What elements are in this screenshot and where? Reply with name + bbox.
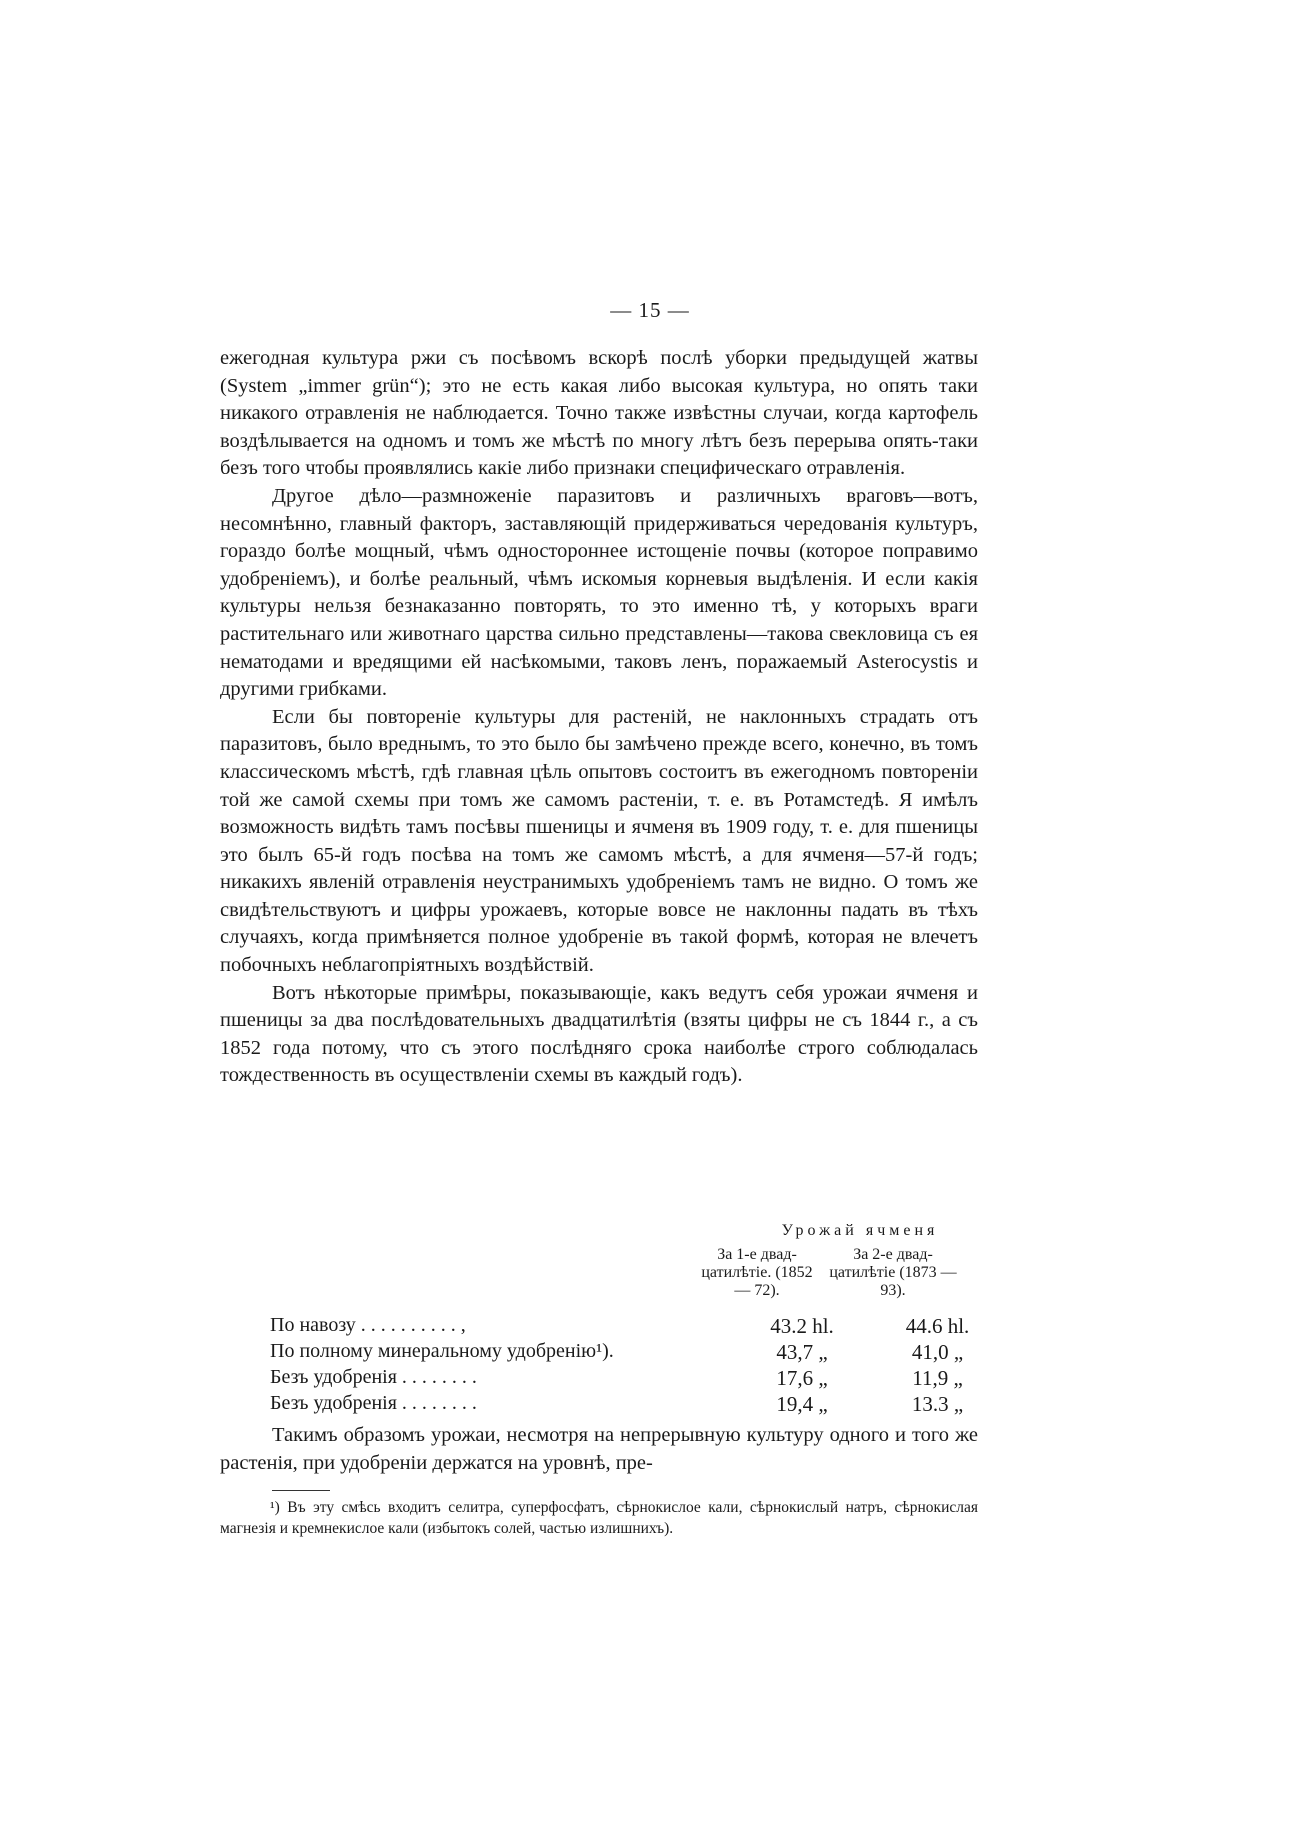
footnote — [220, 1497, 978, 1539]
closing-text — [220, 1422, 978, 1477]
row-label: Безъ удобренія . . . . . . . . — [270, 1366, 477, 1388]
table-col-header-1: За 1-е двад-цатилѣтіе. (1852 — 72). — [701, 1246, 813, 1299]
paragraph: Такимъ образомъ урожаи, несмотря на непрерывную культуру одного и того же растенія, при удобреніи держатся на уровнѣ, пре- — [220, 1424, 978, 1474]
footnote-text: ¹) Въ эту смѣсь входитъ селитра, суперфосфатъ, сѣрнокислое кали, сѣрнокислый натръ, сѣрнокислая магнезія и кремнекислое кали (избытокъ солей, частью излишнихъ). — [220, 1499, 978, 1537]
paragraph: Другое дѣло—размноженіе паразитовъ и различныхъ враговъ—вотъ, несомнѣнно, главный факторъ, заставляющій придерживаться чередованія культуръ, гораздо болѣе мощный, чѣмъ одностороннее истощеніе почвы (которое поправимо удобреніемъ), и болѣе реальный, чѣмъ искомыя корневыя выдѣленія. И если какія культуры нельзя безнаказанно повторять, то это именно тѣ, у которыхъ враги растительнаго или животнаго царства сильно представлены—такова свекловица съ ея нематодами и вредящими ей насѣкомыми, таковъ ленъ, поражаемый Asterocystis и другими грибками. — [220, 484, 978, 701]
row-value-2: 11,9 „ — [912, 1366, 963, 1390]
row-label: Безъ удобренія . . . . . . . . — [270, 1392, 477, 1414]
table-row — [270, 1392, 978, 1420]
row-value-1: 19,4 „ — [776, 1392, 828, 1416]
table-row — [270, 1314, 978, 1342]
row-label: По полному минеральному удобренію¹). — [270, 1340, 614, 1362]
row-value-2: 44.6 hl. — [905, 1314, 970, 1338]
table-group-header: Урожай ячменя — [781, 1222, 939, 1239]
paragraph: Если бы повтореніе культуры для растеній, не наклонныхъ страдать отъ паразитовъ, было вреднымъ, то это было бы замѣчено прежде всего, конечно, въ томъ классическомъ мѣстѣ, гдѣ главная цѣль опытовъ состоитъ въ ежегодномъ повтореніи той же самой схемы при томъ же самомъ растеніи, т. е. въ Ротамстедѣ. Я имѣлъ возможность видѣть тамъ посѣвы пшеницы и ячменя въ 1909 году, т. е. для пшеницы это былъ 65-й годъ посѣва на томъ же самомъ мѣстѣ, а для ячменя—57-й годъ; никакихъ явленій отравленія неустранимыхъ удобреніемъ тамъ не видно. О томъ же свидѣтельствуютъ и цифры урожаевъ, которые вовсе не наклонны падать въ тѣхъ случаяхъ, когда примѣняется полное удобреніе въ такой формѣ, которая не влечетъ побочныхъ неблагопріятныхъ воздѣйствій. — [220, 705, 978, 977]
table-row — [270, 1340, 978, 1368]
row-value-1: 43.2 hl. — [770, 1314, 834, 1338]
table-col-header-2: За 2-е двад-цатилѣтіе (1873 — 93). — [829, 1246, 957, 1299]
paragraph: ежегодная культура ржи съ посѣвомъ вскорѣ послѣ уборки предыдущей жатвы (System „immer grün“); это не есть какая либо высокая культура, но опять таки никакого отравленія не наблюдается. Точно также извѣстны случаи, когда картофель воздѣлывается на одномъ и томъ же мѣстѣ по многу лѣтъ безъ перерыва опять-таки безъ того чтобы проявлялись какіе либо признаки специфическаго отравленія. — [220, 347, 978, 480]
main-text — [220, 345, 978, 1090]
paragraph: Вотъ нѣкоторые примѣры, показывающіе, какъ ведутъ себя урожаи ячменя и пшеницы за два послѣдовательныхъ двадцатилѣтія (взяты цифры не съ 1844 г., а съ 1852 года потому, что съ этого послѣдняго срока наиболѣе строго соблюдалась тождественность въ осуществленіи схемы въ каждый годъ). — [220, 981, 978, 1087]
row-value-2: 13.3 „ — [911, 1392, 964, 1416]
row-value-1: 17,6 „ — [776, 1366, 828, 1390]
row-value-2: 41,0 „ — [911, 1340, 964, 1364]
row-label: По навозу . . . . . . . . . . , — [270, 1314, 466, 1336]
table-row — [270, 1366, 978, 1394]
row-value-1: 43,7 „ — [776, 1340, 828, 1364]
page-number: — 15 — — [610, 298, 690, 322]
footnote-rule — [272, 1490, 330, 1491]
